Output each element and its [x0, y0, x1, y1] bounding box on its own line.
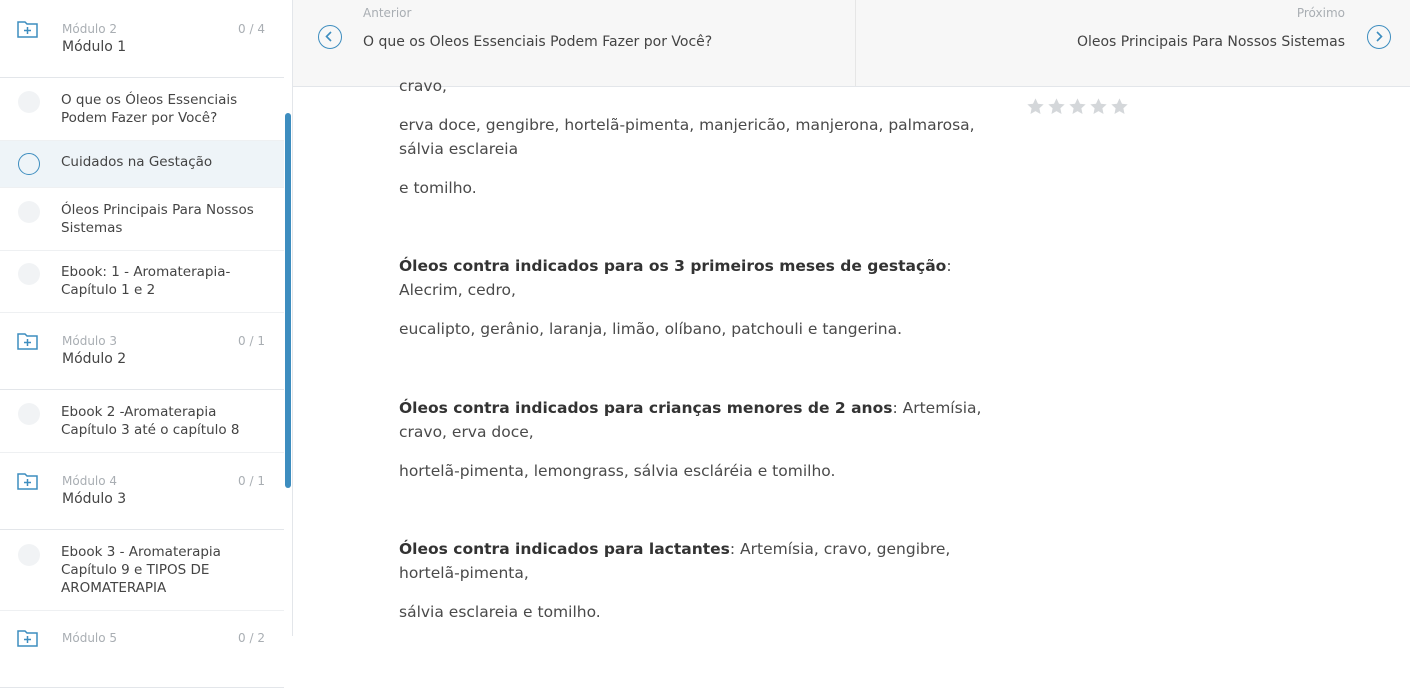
- warning-children-paragraph: [399, 396, 989, 444]
- lesson-title: Ebook: 1 - Aromaterapia-Capítulo 1 e 2: [61, 264, 231, 298]
- module-progress: 0 / 4: [238, 22, 265, 36]
- star-icon[interactable]: [1026, 97, 1045, 116]
- lesson-item[interactable]: [0, 390, 284, 453]
- lesson-item[interactable]: [0, 78, 284, 141]
- lesson-item-active[interactable]: [0, 141, 284, 188]
- previous-lesson-title: O que os Oleos Essenciais Podem Fazer por Você?: [363, 34, 713, 50]
- sidebar-scrollbar[interactable]: [285, 113, 291, 488]
- paragraph: sálvia esclareia e tomilho.: [399, 603, 601, 621]
- warning-pregnancy-heading: Óleos contra indicados para os 3 primeiros meses de gestação: [399, 257, 947, 275]
- next-lesson-title: Oleos Principais Para Nossos Sistemas: [1076, 34, 1345, 50]
- warning-lactating-paragraph: [399, 537, 989, 585]
- lesson-status-icon: [18, 91, 40, 113]
- module-number: Módulo 5: [62, 631, 118, 645]
- warning-pregnancy-text: : Alecrim, cedro,: [399, 257, 952, 299]
- star-icon[interactable]: [1110, 97, 1129, 116]
- star-icon[interactable]: [1047, 97, 1066, 116]
- lesson-item[interactable]: [0, 530, 284, 611]
- folder-plus-icon: [17, 473, 38, 490]
- module-header[interactable]: [0, 313, 284, 390]
- previous-label: Anterior: [363, 6, 412, 20]
- chevron-right-icon[interactable]: [1367, 25, 1391, 49]
- lesson-title: Cuidados na Gestação: [61, 154, 213, 170]
- lesson-item[interactable]: [0, 251, 284, 313]
- module-header[interactable]: [0, 453, 284, 530]
- warning-children-heading: Óleos contra indicados para crianças menores de 2 anos: [399, 399, 893, 417]
- folder-plus-icon: [17, 630, 38, 647]
- paragraph: erva doce, gengibre, hortelã-pimenta, manjericão, manjerona, palmarosa, sálvia esclareia: [399, 116, 975, 158]
- folder-plus-icon: [17, 333, 38, 350]
- lesson-status-icon: [18, 403, 40, 425]
- lesson-status-icon: [18, 201, 40, 223]
- module-progress: 0 / 2: [238, 631, 265, 645]
- paragraph: cravo,: [399, 77, 447, 95]
- star-icon[interactable]: [1089, 97, 1108, 116]
- chevron-left-icon[interactable]: [318, 25, 342, 49]
- lesson-content: [293, 77, 1410, 636]
- module-name: Módulo 3: [62, 491, 127, 507]
- lesson-status-icon: [18, 544, 40, 566]
- warning-pregnancy-paragraph: [399, 254, 989, 302]
- module-progress: 0 / 1: [238, 334, 265, 348]
- star-icon[interactable]: [1068, 97, 1087, 116]
- paragraph: e tomilho.: [399, 179, 477, 197]
- module-name: Módulo 2: [62, 351, 127, 367]
- warning-lactating-heading: Óleos contra indicados para lactantes: [399, 540, 730, 558]
- paragraph: eucalipto, gerânio, laranja, limão, olíbano, patchouli e tangerina.: [399, 320, 903, 338]
- rating-stars: [1026, 97, 1129, 116]
- module-name: Módulo 1: [62, 39, 127, 55]
- next-label: Próximo: [1296, 6, 1345, 20]
- module-header[interactable]: [0, 611, 284, 688]
- lesson-title: Ebook 2 -Aromaterapia Capítulo 3 até o capítulo 8: [61, 404, 240, 438]
- lesson-status-icon: [18, 153, 40, 175]
- lesson-title: O que os Óleos Essenciais Podem Fazer por Você?: [61, 92, 238, 126]
- folder-plus-icon: [17, 21, 38, 38]
- module-number: Módulo 3: [62, 334, 118, 348]
- paragraph: hortelã-pimenta, lemongrass, sálvia escláréia e tomilho.: [399, 462, 836, 480]
- module-header[interactable]: [0, 0, 284, 78]
- module-number: Módulo 4: [62, 474, 118, 488]
- warning-children-text: : Artemísia, cravo, erva doce,: [399, 399, 982, 441]
- module-number: Módulo 2: [62, 22, 118, 36]
- lesson-title: Ebook 3 - Aromaterapia Capítulo 9 e TIPOS DE AROMATERAPIA: [61, 544, 221, 596]
- course-sidebar: [0, 0, 293, 645]
- lesson-title: Óleos Principais Para Nossos Sistemas: [61, 202, 254, 236]
- lesson-status-icon: [18, 263, 40, 285]
- warning-lactating-text: : Artemísia, cravo, gengibre, hortelã-pimenta,: [399, 540, 951, 582]
- lesson-item[interactable]: [0, 188, 284, 251]
- module-progress: 0 / 1: [238, 474, 265, 488]
